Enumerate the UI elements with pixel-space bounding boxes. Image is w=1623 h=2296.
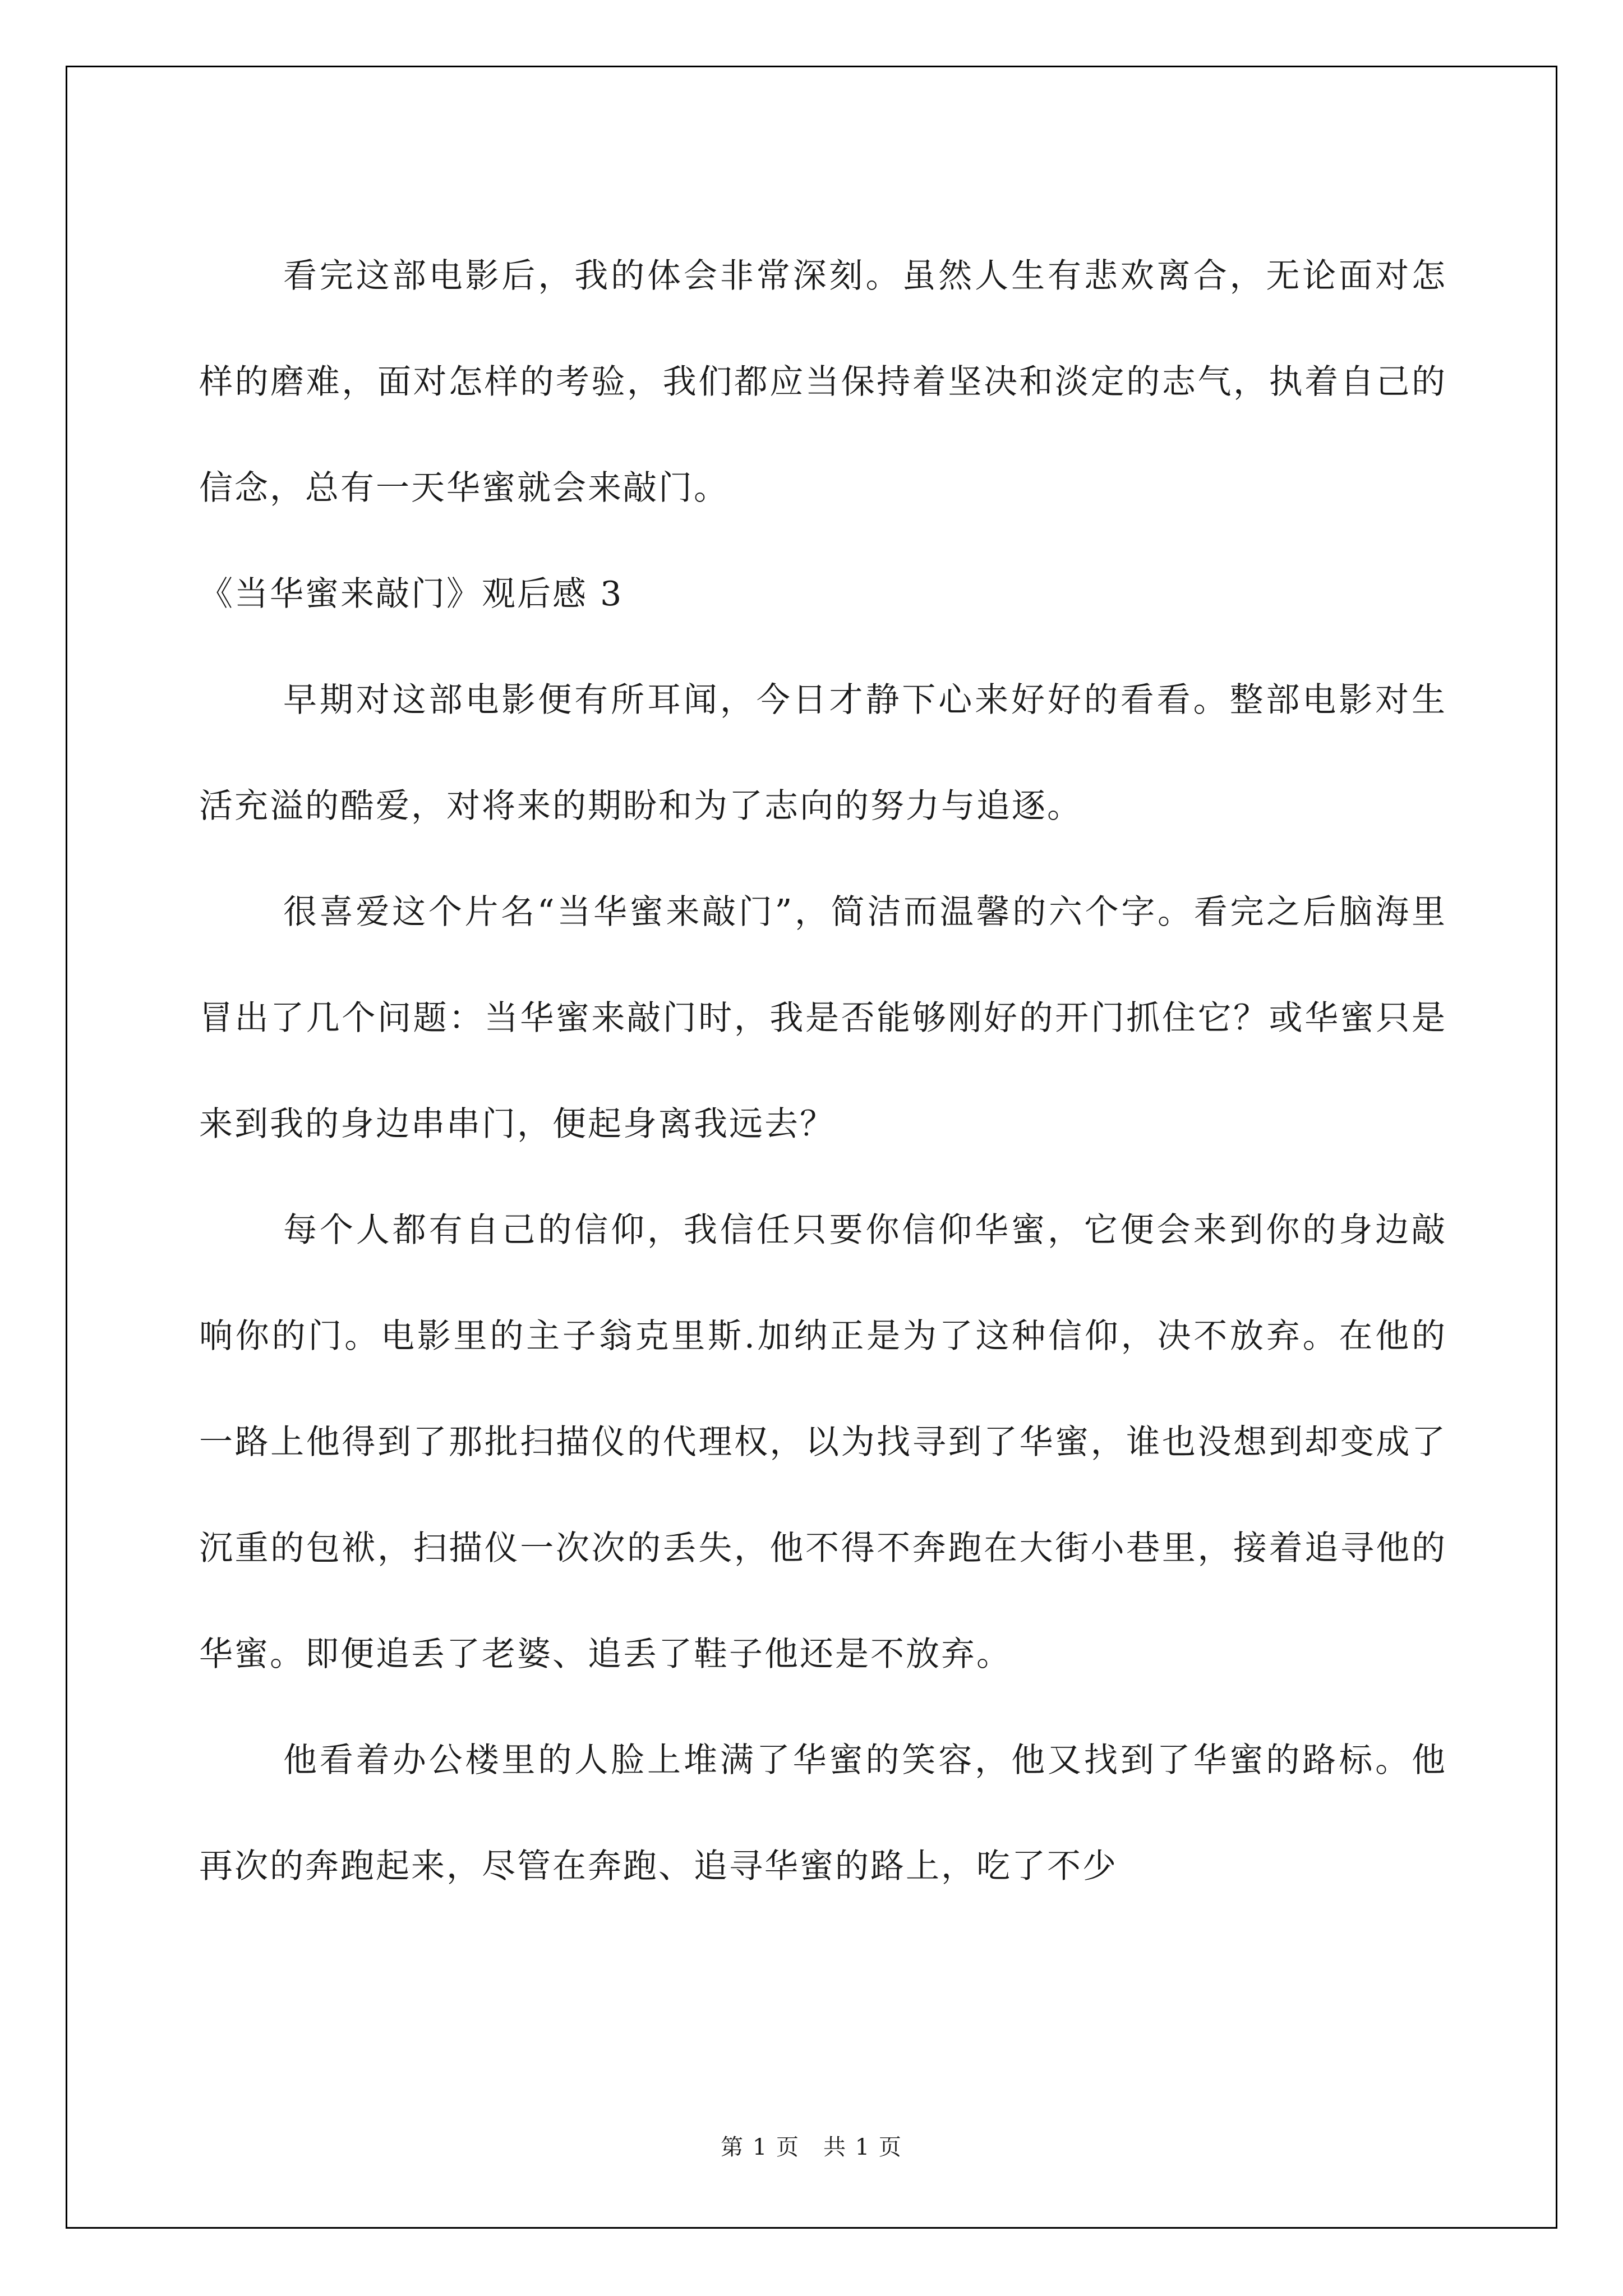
paragraph: 他看着办公楼里的人脸上堆满了华蜜的笑容，他又找到了华蜜的路标。他再次的奔跑起来，尽管在奔跑、追寻华蜜的路上，吃了不少 bbox=[199, 1741, 1447, 1886]
document-body bbox=[199, 223, 1447, 1920]
paragraph: 早期对这部电影便有所耳闻，今日才静下心来好好的看看。整部电影对生活充溢的酷爱，对将来的期盼和为了志向的努力与追逐。 bbox=[199, 680, 1447, 826]
page-footer: 第 1 页 共 1 页 bbox=[721, 2134, 902, 2160]
paragraph: 每个人都有自己的信仰，我信任只要你信仰华蜜，它便会来到你的身边敲响你的门。电影里的主子翁克里斯.加纳正是为了这种信仰，决不放弃。在他的一路上他得到了那批扫描仪的代理权，以为找寻到了华蜜，谁也没想到却变成了沉重的包袱，扫描仪一次次的丢失，他不得不奔跑在大街小巷里，接着追寻他的华蜜。即便追丢了老婆、追丢了鞋子他还是不放弃。 bbox=[199, 1211, 1447, 1674]
section-heading: 《当华蜜来敲门》观后感 3 bbox=[199, 574, 624, 614]
paragraph: 很喜爱这个片名“当华蜜来敲门”，简洁而温馨的六个字。看完之后脑海里冒出了几个问题：当华蜜来敲门时，我是否能够刚好的开门抓住它？或华蜜只是来到我的身边串串门，便起身离我远去？ bbox=[199, 892, 1447, 1144]
paragraph: 看完这部电影后，我的体会非常深刻。虽然人生有悲欢离合，无论面对怎样的磨难，面对怎样的考验，我们都应当保持着坚决和淡定的志气，执着自己的信念，总有一天华蜜就会来敲门。 bbox=[199, 256, 1447, 508]
